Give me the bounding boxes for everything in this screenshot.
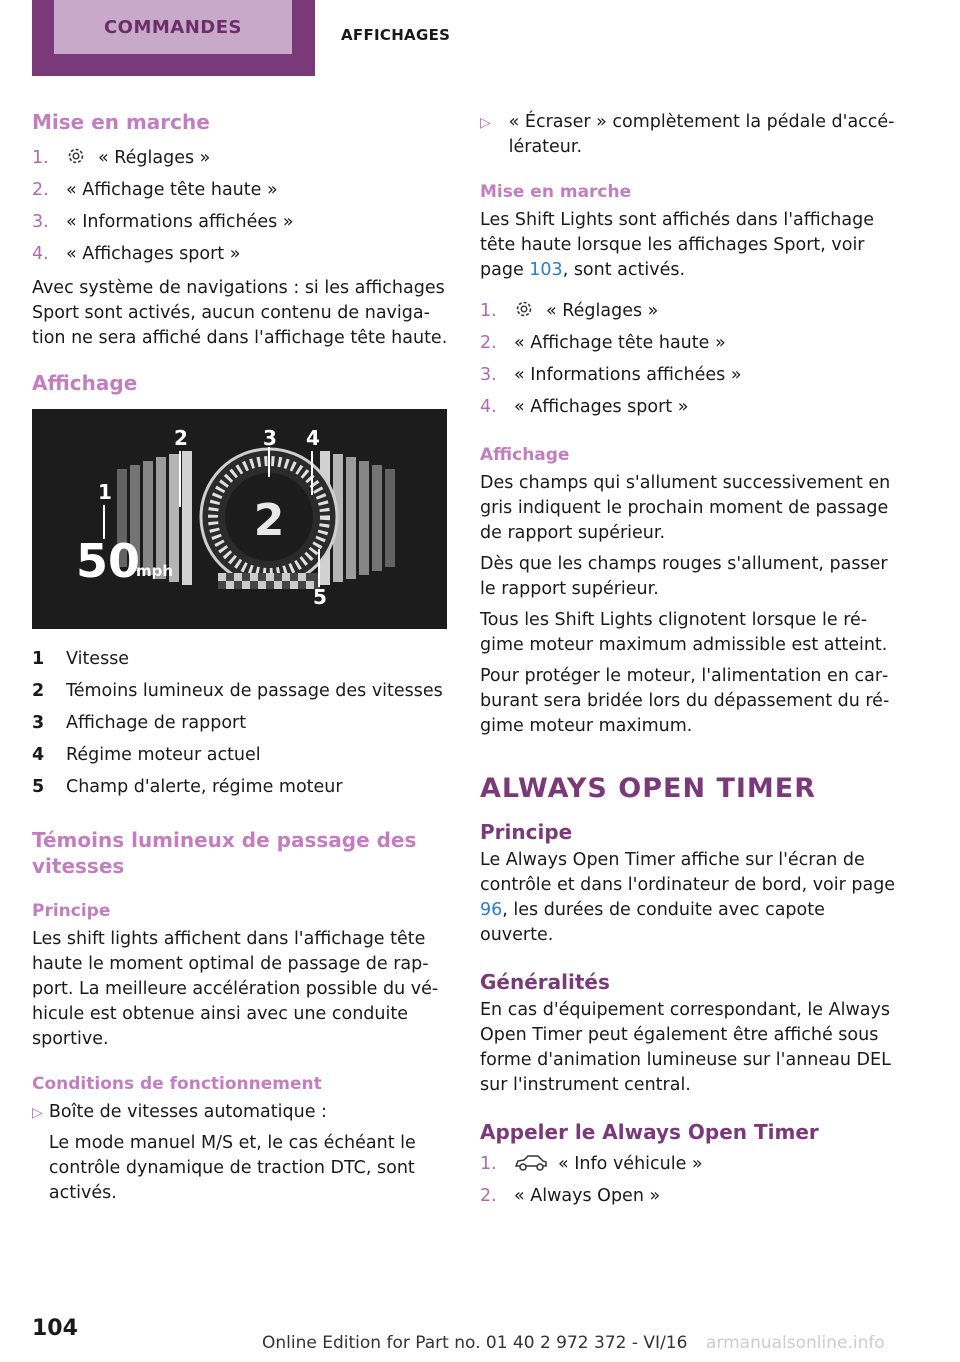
step-text-container [514,295,658,327]
legend-text: Vitesse [66,649,130,669]
list-item [480,295,900,327]
legend-number: 2 [32,681,45,701]
paragraph-5 [480,848,900,948]
list-item [480,1148,900,1180]
legend-text: Affichage de rapport [66,713,247,733]
legend-number: 5 [32,777,45,797]
triangle-icon: ▷ [480,115,491,131]
checker-band [218,573,320,589]
paragraph-1: Des champs qui s'allument successivement en gris indiquent le prochain moment de passage de rapport supérieur. [480,473,891,543]
watermark: armanualsonline.info [706,1333,885,1353]
step-number: 1. [480,301,497,321]
edition-text: Online Edition for Part no. 01 40 2 972 372 - VI/16 [262,1333,688,1353]
bullet-text: « Écraser » complètement la pédale d'accé‐ lérateur. [508,112,895,157]
steps-list-1 [32,142,452,270]
step-text: « Info véhicule » [558,1154,703,1174]
step-text: « Informations affichées » [514,365,742,385]
page-link-96[interactable]: 96 [480,900,503,920]
step-number: 2. [480,333,497,353]
list-item [480,359,900,391]
speed-value: 50 [76,534,141,588]
step-text: « Informations affichées » [66,212,294,232]
step-text: « Réglages » [546,301,659,321]
heading-principe-2: Principe [480,820,573,844]
list-item [480,327,900,359]
bullet-text: Boîte de vitesses automatique : [48,1102,327,1122]
steps-list-3 [480,1148,900,1212]
legend-row [32,675,452,707]
gear-icon [514,299,534,319]
intro-text-a: Les Shift Lights sont affichés dans l'affichage tête haute lorsque les affichages Sport, voir page [480,210,874,280]
legend-number: 1 [32,649,45,669]
step-number: 1. [32,148,49,168]
step-text: « Always Open » [514,1186,661,1206]
steps-list-2 [480,295,900,423]
legend-row [32,707,452,739]
heading-conditions: Conditions de fonctionnement [32,1074,322,1094]
bullet-subtext: Le mode manuel M/S et, le cas échéant le contrôle dynamique de traction DTC, sont activés. [48,1133,416,1203]
heading-appeler: Appeler le Always Open Timer [480,1120,819,1144]
legend-row [32,643,452,675]
principe-text: Les shift lights affichent dans l'affichage tête haute le moment optimal de passage de rap‐ port. La meilleure accélération possible du vé‐ hicule est obtenue ainsi avec une conduite sportive. [32,929,439,1049]
list-item [32,238,452,270]
page-number: 104 [32,1316,78,1341]
legend-text: Régime moteur actuel [66,745,261,765]
step-number: 2. [32,180,49,200]
bullet-item [32,1100,452,1206]
list-item [32,206,452,238]
callout-3: 3 [263,426,277,450]
bullet-item [480,110,900,160]
legend-text: Témoins lumineux de passage des vitesses [66,681,443,701]
speed-unit: mph [136,562,174,580]
step-text-container [66,142,210,174]
figure-legend [32,643,452,803]
step-number: 4. [32,244,49,264]
navigation-note: Avec système de navigations : si les affichages Sport sont activés, aucun contenu de naviga‐ tion ne sera affiché dans l'affichage tête haute. [32,278,448,348]
intro-text [480,208,900,283]
list-item [32,174,452,206]
callout-4: 4 [306,426,320,450]
paragraph-6: En cas d'équipement correspondant, le Always Open Timer peut également être affiché sous forme d'animation lumineuse sur l'anneau DEL sur l'instrument central. [480,1000,891,1095]
legend-number: 3 [32,713,45,733]
heading-mise-en-marche-2: Mise en marche [480,182,632,202]
triangle-icon: ▷ [32,1105,43,1121]
step-text: « Réglages » [98,148,211,168]
paragraph-3: Tous les Shift Lights clignotent lorsque le ré‐ gime moteur maximum admissible est atteint. [480,610,888,655]
p5-text-b: , les durées de conduite avec capote ouverte. [480,900,825,945]
gear-icon [66,146,86,166]
left-column [32,110,452,1206]
legend-row [32,771,452,803]
tab-affichages[interactable]: AFFICHAGES [341,26,451,44]
list-item [480,391,900,423]
tab-commandes[interactable] [32,0,315,76]
callout-2: 2 [174,426,188,450]
right-column [480,110,900,1218]
car-icon [514,1154,548,1172]
step-number: 4. [480,397,497,417]
step-number: 1. [480,1154,497,1174]
legend-text: Champ d'alerte, régime moteur [66,777,343,797]
step-text-container [514,1148,703,1180]
step-text: « Affichage tête haute » [514,333,726,353]
tab-commandes-label: COMMANDES [54,0,292,54]
paragraph-2: Dès que les champs rouges s'allument, passer le rapport supérieur. [480,554,888,599]
header-tabs [32,0,450,76]
heading-mise-en-marche: Mise en marche [32,110,210,134]
page-link-103[interactable]: 103 [529,260,563,280]
step-number: 3. [32,212,49,232]
intro-text-b: , sont activés. [562,260,686,280]
step-number: 2. [480,1186,497,1206]
list-item [480,1180,900,1212]
heading-generalites: Généralités [480,970,610,994]
step-text: « Affichages sport » [514,397,689,417]
legend-number: 4 [32,745,45,765]
hud-drawing [32,409,447,629]
legend-row [32,739,452,771]
heading-affichage-2: Affichage [480,445,570,465]
heading-affichage: Affichage [32,371,138,395]
callout-1: 1 [98,480,112,504]
bullet-content [49,1100,452,1206]
section-title: ALWAYS OPEN TIMER [480,773,817,804]
p5-text-a: Le Always Open Timer affiche sur l'écran de contrôle et dans l'ordinateur de bord, voir page [480,850,896,895]
step-number: 3. [480,365,497,385]
step-text: « Affichage tête haute » [66,180,278,200]
heading-temoins: Témoins lumineux de passage des vitesses [32,828,417,878]
hud-illustration [32,409,447,629]
heading-principe: Principe [32,901,111,921]
callout-5: 5 [313,585,327,609]
list-item [32,142,452,174]
step-text: « Affichages sport » [66,244,241,264]
paragraph-4: Pour protéger le moteur, l'alimentation en car‐ burant sera bridée lors du dépassement du ré‐ gime moteur maximum. [480,666,890,736]
gear-number: 2 [253,495,285,546]
